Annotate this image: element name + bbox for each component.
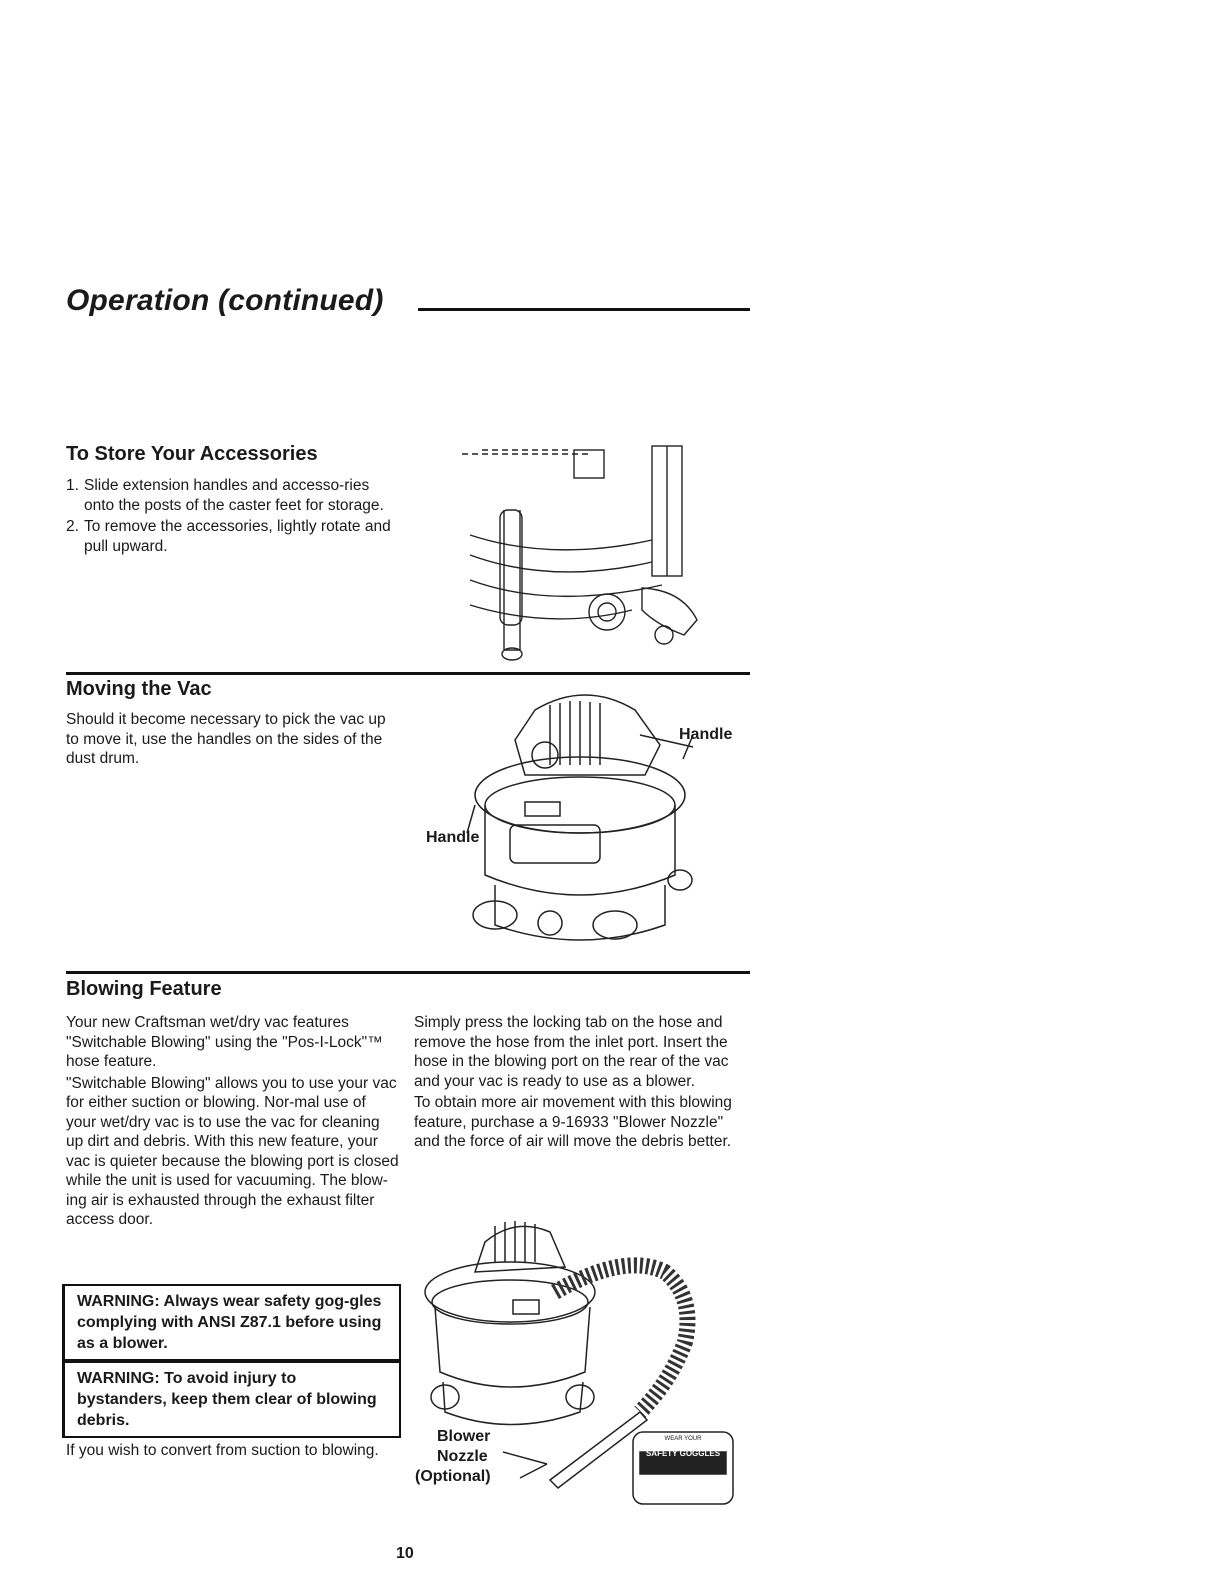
store-steps-list xyxy=(66,476,396,558)
moving-vac-text: Should it become necessary to pick the vac up to move it, use the handles on the sides of the dust drum. xyxy=(66,711,386,767)
blowing-paragraph: Simply press the locking tab on the hose and remove the hose from the inlet port. Insert the hose in the blowing port on the rear of the vac and your vac is ready to use as a blower. xyxy=(414,1014,729,1090)
blowing-paragraph: Your new Craftsman wet/dry vac features "Switchable Blowing" using the "Pos-I-Lock"™ hose feature. xyxy=(66,1014,383,1070)
store-step: 1. Slide extension handles and accesso-ries onto the posts of the caster feet for storage. xyxy=(66,477,384,514)
vac-handles-illustration xyxy=(455,685,710,960)
warning-bystanders: WARNING: To avoid injury to bystanders, keep them clear of blowing debris. xyxy=(62,1361,401,1438)
section-divider xyxy=(66,971,750,974)
goggles-badge: WEAR YOUR SAFETY GOGGLES xyxy=(645,1436,721,1458)
blowing-paragraph: To obtain more air movement with this blowing feature, purchase a 9-16933 "Blower Nozzle" and the force of air will move the debris better. xyxy=(414,1094,732,1150)
handle-label-right: Handle xyxy=(679,726,733,743)
store-step: 2. To remove the accessories, lightly rotate and pull upward. xyxy=(66,518,391,555)
blower-nozzle-label: Blower Nozzle (Optional) xyxy=(415,1428,491,1485)
blowing-feature-heading: Blowing Feature xyxy=(66,978,222,1000)
page-number: 10 xyxy=(396,1545,414,1562)
warning-safety-goggles: WARNING: Always wear safety gog-gles complying with ANSI Z87.1 before using as a blower. xyxy=(62,1284,401,1361)
blowing-left-column xyxy=(66,1013,399,1230)
title-rule xyxy=(418,308,750,311)
accessories-storage-illustration xyxy=(452,440,712,665)
handle-label-left: Handle xyxy=(426,829,480,846)
store-accessories-heading: To Store Your Accessories xyxy=(66,443,318,465)
section-divider xyxy=(66,672,750,675)
blowing-paragraph: "Switchable Blowing" allows you to use your vac for either suction or blowing. Nor-mal use of your wet/dry vac is to use the vac for cleaning up dirt and debris. With this new feature, your vac is quieter because the blowing port is closed while the unit is used for vacuuming. The blow-ing air is exhausted through the exhaust filter access door. xyxy=(66,1074,399,1228)
convert-instruction: If you wish to convert from suction to blowing. xyxy=(66,1442,379,1459)
moving-vac-heading: Moving the Vac xyxy=(66,678,212,700)
page-title: Operation (continued) xyxy=(66,284,384,317)
blowing-right-column xyxy=(414,1013,744,1152)
